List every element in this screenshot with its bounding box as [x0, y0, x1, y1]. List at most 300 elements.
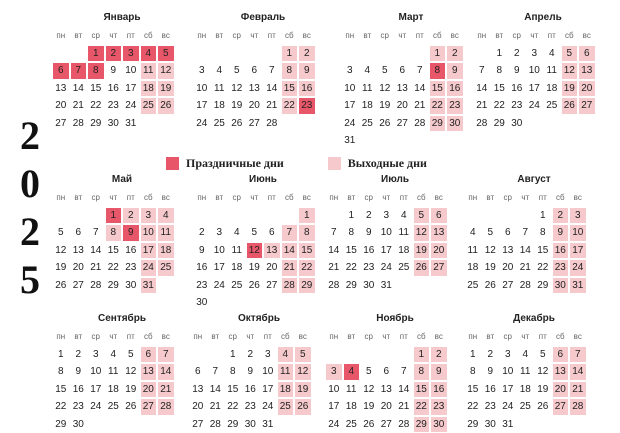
day-cell: 20	[248, 100, 260, 111]
weekday-label: пн	[477, 31, 487, 40]
empty-cell	[341, 45, 359, 63]
empty-cell	[263, 207, 281, 225]
day-cell: 25	[546, 100, 558, 111]
day-cell: 13	[396, 82, 408, 94]
month-name: Март	[398, 12, 424, 23]
weekday-label: ср	[91, 332, 100, 341]
weekday-label: вс	[434, 193, 443, 202]
day-cell: 29	[467, 418, 479, 430]
day-cell: 28	[72, 117, 84, 129]
day-cell: 1	[469, 348, 476, 360]
day-cell: 29	[90, 117, 102, 129]
empty-cell	[52, 45, 70, 63]
year-digit: 0	[20, 161, 40, 206]
day-cell: 7	[478, 65, 485, 76]
day-cell: 8	[496, 65, 503, 76]
weekend-day-cell: 25	[278, 399, 294, 415]
day-cell: 4	[233, 227, 240, 238]
month-name: Май	[111, 174, 133, 185]
day-cell: 3	[198, 65, 205, 76]
weekday-label: чт	[382, 332, 391, 341]
weekend-day-cell: 16	[299, 81, 315, 97]
day-cell: 12	[484, 244, 496, 256]
weekday-label: вс	[302, 31, 311, 40]
day-cell: 6	[504, 227, 511, 238]
weekend-day-cell: 14	[570, 364, 586, 380]
day-cell: 23	[484, 401, 496, 412]
weekend-day-cell: 15	[414, 382, 430, 398]
day-cell: 26	[125, 401, 137, 412]
weekend-day-cell: 30	[553, 278, 569, 294]
day-cell: 28	[519, 279, 531, 291]
day-cell: 19	[484, 262, 496, 273]
day-cell: 30	[484, 418, 496, 430]
day-cell: 16	[511, 82, 523, 94]
weekend-day-cell: 17	[570, 243, 586, 259]
month-grid	[52, 189, 192, 294]
day-cell: 26	[379, 117, 391, 129]
day-cell: 5	[127, 348, 134, 360]
weekday-label: ср	[364, 193, 373, 202]
weekend-day-cell: 13	[264, 243, 280, 259]
day-cell: 3	[383, 209, 390, 221]
legend-weekends-label: Выходные дни	[347, 155, 427, 170]
day-cell: 14	[328, 244, 340, 256]
weekend-day-cell: 26	[295, 399, 311, 415]
weekday-label: пн	[329, 332, 339, 341]
weekday-label: пт	[126, 193, 135, 202]
weekend-day-cell: 19	[295, 382, 311, 398]
weekend-day-cell: 11	[278, 364, 294, 380]
day-cell: 22	[90, 100, 102, 111]
weekend-day-cell: 20	[579, 81, 595, 97]
day-cell: 27	[72, 279, 84, 291]
weekend-day-cell: 21	[158, 382, 174, 398]
day-cell: 1	[57, 348, 64, 360]
day-cell: 12	[231, 82, 243, 94]
holiday-day-cell: 9	[123, 225, 139, 241]
weekend-day-cell: 8	[299, 225, 315, 241]
weekday-label: чт	[521, 193, 530, 202]
weekday-label: пн	[56, 193, 66, 202]
holiday-day-cell: 8	[430, 63, 446, 79]
day-cell: 15	[107, 244, 119, 256]
weekday-label: вт	[495, 31, 504, 40]
day-cell: 10	[328, 383, 340, 395]
weekend-day-cell: 11	[141, 63, 157, 79]
weekend-day-cell: 2	[299, 46, 315, 62]
day-cell: 16	[196, 262, 208, 273]
day-cell: 19	[125, 383, 137, 395]
empty-cell	[360, 346, 378, 364]
weekend-day-cell: 26	[562, 98, 578, 114]
day-cell: 21	[90, 262, 102, 273]
weekend-day-cell: 29	[414, 417, 430, 433]
day-cell: 27	[55, 117, 67, 129]
weekday-label: вт	[74, 31, 83, 40]
weekday-label: пт	[267, 31, 276, 40]
weekend-day-cell: 16	[431, 382, 447, 398]
day-cell: 25	[345, 418, 357, 430]
empty-cell	[376, 45, 394, 63]
day-cell: 30	[511, 117, 523, 129]
weekday-label: вт	[486, 193, 495, 202]
day-cell: 31	[380, 279, 392, 291]
day-cell: 28	[328, 279, 340, 291]
day-cell: 25	[398, 262, 410, 273]
day-cell: 19	[537, 383, 549, 395]
empty-cell	[211, 207, 229, 225]
day-cell: 20	[192, 401, 204, 412]
weekend-day-cell: 22	[430, 98, 446, 114]
day-cell: 11	[520, 366, 531, 377]
day-cell: 18	[546, 82, 558, 94]
weekday-label: сб	[432, 31, 442, 40]
day-cell: 12	[379, 82, 391, 94]
day-cell: 17	[196, 100, 208, 111]
empty-cell	[482, 207, 500, 225]
weekday-label: вс	[434, 332, 443, 341]
weekday-label: пт	[126, 31, 135, 40]
day-cell: 15	[90, 82, 102, 94]
day-cell: 7	[212, 366, 219, 377]
day-cell: 16	[484, 383, 496, 395]
legend-holidays-label: Праздничные дни	[186, 155, 284, 170]
day-cell: 28	[266, 117, 278, 129]
weekday-label: вс	[161, 332, 170, 341]
day-cell: 20	[266, 262, 278, 273]
empty-cell	[395, 346, 413, 364]
day-cell: 22	[227, 401, 239, 412]
day-cell: 23	[72, 401, 84, 412]
day-cell: 26	[537, 401, 549, 412]
month-july	[325, 174, 465, 294]
day-cell: 15	[493, 82, 505, 94]
weekday-label: вт	[215, 31, 224, 40]
weekend-day-cell: 20	[431, 243, 447, 259]
weekend-day-cell: 8	[106, 225, 122, 241]
day-cell: 25	[213, 117, 225, 129]
month-grid	[52, 27, 192, 132]
day-cell: 31	[125, 117, 137, 129]
weekday-label: вт	[486, 332, 495, 341]
day-cell: 16	[125, 244, 137, 256]
holiday-day-cell: 23	[299, 98, 315, 114]
day-cell: 13	[72, 244, 84, 256]
holiday-day-cell: 12	[247, 243, 263, 259]
day-cell: 30	[72, 418, 84, 430]
day-cell: 18	[467, 262, 479, 273]
day-cell: 11	[362, 82, 373, 94]
day-cell: 1	[496, 47, 503, 59]
weekend-day-cell: 6	[431, 208, 447, 224]
weekend-day-cell: 1	[414, 347, 430, 363]
day-cell: 7	[400, 366, 407, 377]
day-cell: 24	[125, 100, 137, 111]
empty-cell	[517, 207, 535, 225]
weekday-label: пн	[193, 332, 203, 341]
day-cell: 13	[248, 82, 260, 94]
holiday-day-cell: 1	[106, 208, 122, 224]
day-cell: 11	[346, 383, 357, 395]
day-cell: 20	[72, 262, 84, 273]
weekend-day-cell: 19	[158, 81, 174, 97]
month-name: Июнь	[249, 174, 277, 185]
empty-cell	[394, 45, 412, 63]
day-cell: 17	[328, 401, 340, 412]
day-cell: 8	[57, 366, 64, 377]
day-cell: 2	[513, 47, 520, 59]
day-cell: 29	[345, 279, 357, 291]
day-cell: 11	[467, 244, 478, 256]
day-cell: 5	[487, 227, 494, 238]
day-cell: 17	[125, 82, 137, 94]
day-cell: 27	[248, 117, 260, 129]
day-cell: 17	[344, 100, 356, 111]
month-name: Февраль	[240, 12, 286, 23]
weekday-label: вт	[74, 193, 83, 202]
month-name: Ноябрь	[376, 313, 414, 324]
weekday-label: ср	[232, 31, 241, 40]
legend-weekends	[328, 156, 427, 171]
day-cell: 28	[209, 418, 221, 430]
weekday-label: чт	[109, 332, 118, 341]
month-october	[189, 313, 329, 433]
weekend-day-cell: 15	[299, 243, 315, 259]
day-cell: 5	[381, 65, 388, 76]
day-cell: 21	[328, 262, 340, 273]
day-cell: 8	[469, 366, 476, 377]
day-cell: 18	[345, 401, 357, 412]
day-cell: 3	[531, 47, 538, 59]
weekend-day-cell: 31	[570, 278, 586, 294]
empty-cell	[70, 45, 88, 63]
day-cell: 6	[251, 65, 258, 76]
day-cell: 18	[107, 383, 119, 395]
weekday-label: чт	[109, 31, 118, 40]
empty-cell	[189, 346, 207, 364]
month-august	[464, 174, 604, 294]
month-grid	[189, 328, 329, 433]
holiday-day-cell: 3	[123, 46, 139, 62]
weekend-day-cell: 10	[141, 225, 157, 241]
day-cell: 6	[194, 366, 201, 377]
day-cell: 15	[537, 244, 549, 256]
weekend-day-cell: 3	[326, 364, 342, 380]
day-cell: 3	[504, 348, 511, 360]
day-cell: 18	[231, 262, 243, 273]
weekend-day-cell: 7	[282, 225, 298, 241]
day-cell: 4	[364, 65, 371, 76]
day-cell: 13	[380, 383, 392, 395]
weekday-label: вт	[74, 332, 83, 341]
weekday-label: вс	[161, 31, 170, 40]
weekday-label: вт	[215, 193, 224, 202]
day-cell: 19	[248, 262, 260, 273]
day-cell: 25	[107, 401, 119, 412]
weekend-day-cell: 29	[430, 116, 446, 132]
weekend-day-cell: 13	[579, 63, 595, 79]
empty-cell	[70, 207, 88, 225]
day-cell: 10	[262, 366, 274, 377]
weekday-label: сб	[143, 31, 153, 40]
weekday-label: вс	[573, 193, 582, 202]
weekend-day-cell: 20	[141, 382, 157, 398]
weekend-day-cell: 2	[553, 208, 569, 224]
weekend-day-cell: 15	[282, 81, 298, 97]
weekday-label: пт	[263, 332, 272, 341]
day-cell: 28	[398, 418, 410, 430]
weekday-label: пн	[197, 31, 207, 40]
empty-cell	[343, 346, 361, 364]
day-cell: 10	[125, 65, 137, 76]
day-cell: 15	[55, 383, 67, 395]
weekday-label: ср	[503, 332, 512, 341]
day-cell: 7	[268, 65, 275, 76]
empty-cell	[246, 207, 264, 225]
weekend-day-cell: 19	[414, 243, 430, 259]
day-cell: 23	[196, 279, 208, 291]
day-cell: 15	[227, 383, 239, 395]
day-cell: 23	[363, 262, 375, 273]
day-cell: 10	[90, 366, 102, 377]
month-grid	[473, 27, 613, 132]
empty-cell	[193, 207, 211, 225]
month-grid	[325, 189, 465, 294]
weekend-day-cell: 28	[570, 399, 586, 415]
weekend-day-cell: 21	[282, 260, 298, 276]
day-cell: 30	[125, 279, 137, 291]
weekday-label: ср	[91, 31, 100, 40]
day-cell: 21	[72, 100, 84, 111]
weekday-label: чт	[250, 31, 259, 40]
day-cell: 23	[511, 100, 523, 111]
day-cell: 14	[414, 82, 426, 94]
weekend-day-cell: 13	[553, 364, 569, 380]
holiday-day-cell: 5	[158, 46, 174, 62]
weekday-label: чт	[382, 193, 391, 202]
weekend-day-cell: 26	[158, 98, 174, 114]
weekend-day-cell: 9	[553, 225, 569, 241]
month-april	[473, 12, 613, 132]
month-grid	[193, 189, 333, 312]
day-cell: 9	[110, 65, 117, 76]
day-cell: 31	[262, 418, 274, 430]
weekend-day-cell: 2	[431, 347, 447, 363]
day-cell: 14	[476, 82, 488, 94]
day-cell: 29	[537, 279, 549, 291]
legend-holidays	[166, 156, 284, 171]
day-cell: 28	[414, 117, 426, 129]
day-cell: 16	[363, 244, 375, 256]
weekday-label: чт	[109, 193, 118, 202]
month-grid	[52, 328, 192, 433]
day-cell: 18	[519, 383, 531, 395]
empty-cell	[499, 207, 517, 225]
day-cell: 9	[513, 65, 520, 76]
weekend-day-cell: 17	[141, 243, 157, 259]
weekend-day-cell: 23	[431, 399, 447, 415]
day-cell: 2	[198, 227, 205, 238]
year-digit: 2	[20, 113, 40, 158]
weekend-day-cell: 18	[278, 382, 294, 398]
empty-cell	[87, 207, 105, 225]
empty-cell	[52, 207, 70, 225]
empty-cell	[325, 346, 343, 364]
day-cell: 4	[216, 65, 223, 76]
weekend-day-cell: 22	[414, 399, 430, 415]
day-cell: 24	[380, 262, 392, 273]
day-cell: 6	[268, 227, 275, 238]
weekend-day-cell: 11	[158, 225, 174, 241]
day-cell: 19	[231, 100, 243, 111]
weekday-label: вт	[347, 332, 356, 341]
weekday-label: чт	[250, 193, 259, 202]
weekend-day-cell: 12	[295, 364, 311, 380]
day-cell: 17	[262, 383, 274, 395]
weekday-label: пн	[345, 31, 355, 40]
weekend-day-cell: 6	[553, 347, 569, 363]
holiday-day-cell: 7	[71, 63, 87, 79]
weekday-label: сб	[280, 332, 290, 341]
day-cell: 24	[196, 117, 208, 129]
day-cell: 23	[244, 401, 256, 412]
day-cell: 11	[214, 82, 225, 94]
day-cell: 12	[125, 366, 137, 377]
weekend-day-cell: 7	[158, 347, 174, 363]
day-cell: 15	[467, 383, 479, 395]
day-cell: 4	[469, 227, 476, 238]
weekday-label: ср	[91, 193, 100, 202]
weekday-label: пт	[399, 332, 408, 341]
weekend-day-cell: 24	[141, 260, 157, 276]
day-cell: 21	[414, 100, 426, 111]
day-cell: 8	[539, 227, 546, 238]
day-cell: 27	[192, 418, 204, 430]
day-cell: 5	[233, 65, 240, 76]
day-cell: 25	[231, 279, 243, 291]
weekday-label: пн	[329, 193, 339, 202]
weekend-day-cell: 31	[141, 278, 157, 294]
day-cell: 27	[266, 279, 278, 291]
weekday-label: ср	[380, 31, 389, 40]
weekend-day-cell: 22	[299, 260, 315, 276]
weekday-label: ср	[228, 332, 237, 341]
day-cell: 4	[548, 47, 555, 59]
weekday-label: сб	[143, 332, 153, 341]
weekend-day-cell: 1	[299, 208, 315, 224]
day-cell: 12	[363, 383, 375, 395]
day-cell: 11	[108, 366, 119, 377]
day-cell: 26	[231, 117, 243, 129]
day-cell: 17	[90, 383, 102, 395]
weekend-day-cell: 12	[158, 63, 174, 79]
day-cell: 27	[380, 418, 392, 430]
day-cell: 13	[55, 82, 67, 94]
day-cell: 3	[216, 227, 223, 238]
weekend-day-cell: 22	[282, 98, 298, 114]
day-cell: 19	[363, 401, 375, 412]
weekend-day-cell: 23	[447, 98, 463, 114]
month-name: Август	[517, 174, 551, 185]
day-cell: 22	[55, 401, 67, 412]
day-cell: 31	[344, 135, 356, 146]
month-grid	[464, 189, 604, 294]
day-cell: 1	[229, 348, 236, 360]
weekend-day-cell: 4	[158, 208, 174, 224]
weekday-label: пт	[399, 193, 408, 202]
day-cell: 18	[398, 244, 410, 256]
